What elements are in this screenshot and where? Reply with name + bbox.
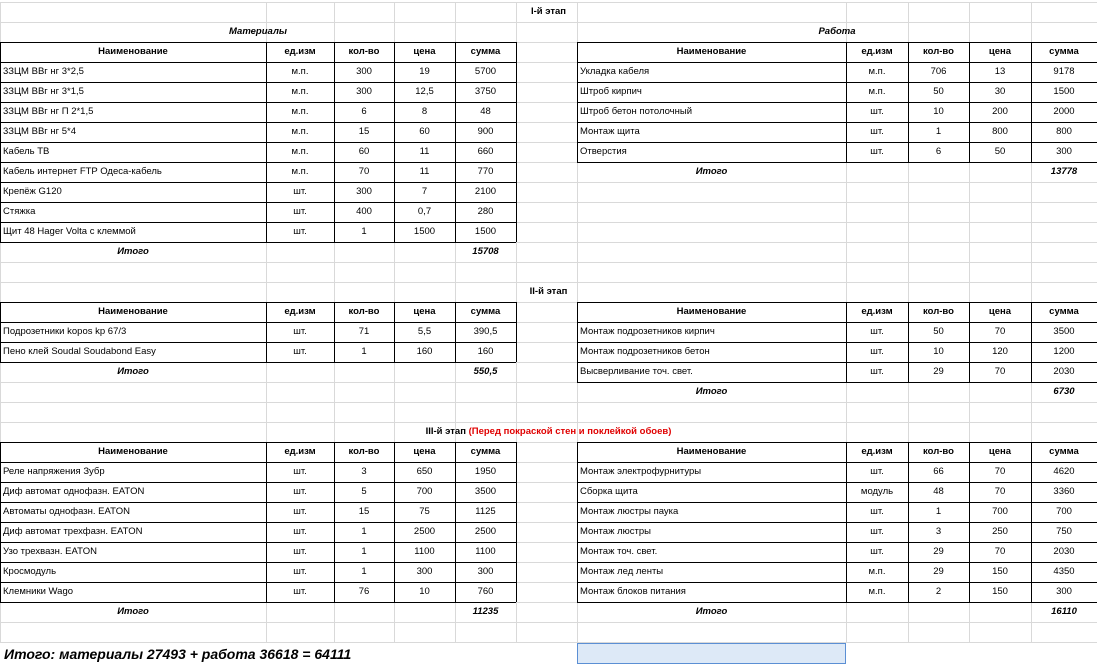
stage2-work-cell: 50 (933, 326, 944, 337)
stage3-title (0, 422, 1097, 442)
stage3-work-cell: Монтаж блоков питания (580, 586, 686, 597)
stage1-materials-cell: 0,7 (417, 206, 432, 217)
stage1-work-cell: 50 (933, 86, 944, 97)
stage1-materials-cell: Стяжка (3, 206, 36, 217)
stage3-materials-cell: 1100 (414, 546, 435, 557)
stage3-materials-cell: Узо трехвазн. EATON (3, 546, 97, 557)
stage2-materials-cell: шт. (293, 326, 307, 337)
stage2-materials-header-2: кол-во (348, 306, 380, 317)
stage1-materials-cell: 48 (480, 106, 491, 117)
stage1-work-cell: 2000 (1053, 106, 1075, 117)
stage1-materials-cell: м.п. (291, 126, 309, 137)
stage1-materials-header-2: кол-во (348, 46, 380, 57)
stage1-materials-cell: 400 (356, 206, 372, 217)
stage1-materials-cell: м.п. (291, 66, 309, 77)
stage3-work-cell: Монтаж электрофурнитуры (580, 466, 702, 477)
stage2-work-header-4: сумма (1049, 306, 1079, 317)
grand-total: Итого: материалы 27493 + работа 36618 = 64111 (4, 646, 352, 662)
stage3-work-cell: 750 (1056, 526, 1072, 537)
stage2-work-cell: 3500 (1053, 326, 1075, 337)
stage3-materials-cell: 3500 (474, 486, 497, 497)
stage1-materials-cell: 11 (419, 146, 430, 157)
grid-line (0, 402, 1097, 403)
stage1-materials-cell: 1500 (413, 226, 436, 237)
stage2-work-header-0: Наименование (676, 306, 747, 317)
stage1-materials-cell: шт. (293, 226, 307, 237)
stage2-work-cell: шт. (870, 346, 884, 357)
stage1-work-cell: 800 (992, 126, 1008, 137)
stage2-work-cell: 70 (994, 326, 1006, 337)
stage1-materials-cell: 300 (356, 86, 372, 97)
stage1-work-cell: 10 (933, 106, 944, 117)
stage3-work-cell: 700 (1056, 506, 1072, 517)
stage2-work-cell: 120 (992, 346, 1008, 357)
stage3-work-cell: шт. (870, 466, 884, 477)
stage1-work-cell: м.п. (868, 86, 886, 97)
stage3-work-header-2: кол-во (923, 446, 954, 457)
stage1-materials-cell: 70 (358, 166, 370, 177)
stage1-work-total-label: Итого (695, 166, 728, 177)
stage3-materials-cell: 300 (477, 566, 494, 577)
stage1-materials-cell: Кабель ТВ (3, 146, 50, 157)
stage2-work-cell: Монтаж подрозетников кирпич (580, 326, 715, 337)
stage1-work-cell: Монтаж щита (580, 126, 640, 137)
stage1-work-cell: шт. (870, 106, 884, 117)
stage1-work-cell: 200 (992, 106, 1008, 117)
stage3-materials-cell: 650 (416, 466, 433, 477)
stage1-materials-cell: 900 (477, 126, 494, 137)
stage1-materials-cell: 300 (356, 186, 372, 197)
stage3-work-cell: 48 (933, 486, 944, 497)
stage3-work-cell: 1 (935, 506, 942, 517)
stage3-work-header-4: сумма (1049, 446, 1079, 457)
stage3-materials-cell: 75 (419, 506, 430, 517)
stage3-materials-cell: 15 (358, 506, 370, 517)
stage3-work-cell: 4620 (1053, 466, 1075, 477)
stage1-materials-cell: Кабель интернет FTP Одеса-кабель (3, 166, 162, 177)
stage1-work-title: Работа (818, 26, 856, 37)
stage2-work-header-2: кол-во (923, 306, 954, 317)
stage1-work-cell: 300 (1056, 146, 1072, 157)
stage2-materials-cell: 390,5 (473, 326, 498, 337)
stage3-materials-cell: 3 (361, 466, 367, 477)
stage3-materials-header-0: Наименование (98, 446, 168, 457)
stage1-work-cell: Отверстия (580, 146, 627, 157)
stage3-materials-cell: 1100 (475, 546, 496, 557)
stage2-materials-cell: 5,5 (417, 326, 432, 337)
stage1-work-cell: 800 (1056, 126, 1072, 137)
stage3-work-total-label: Итого (695, 606, 728, 617)
stage3-materials-cell: шт. (293, 546, 307, 557)
stage1-title: I-й этап (530, 6, 567, 17)
grid-line (0, 622, 1097, 623)
stage3-work-cell: модуль (860, 486, 894, 497)
stage2-materials-border (516, 302, 517, 362)
stage3-work-cell: 70 (994, 466, 1006, 477)
stage3-work-header-3: цена (988, 446, 1012, 457)
stage1-work-cell: Штроб кирпич (580, 86, 642, 97)
stage2-work-cell: шт. (870, 326, 884, 337)
stage2-work-cell: Высверливание точ. свет. (580, 366, 693, 377)
stage1-materials-header-3: цена (413, 46, 436, 57)
stage3-materials-cell: Автоматы однофазн. EATON (3, 506, 130, 517)
stage1-materials-total-label: Итого (117, 246, 149, 257)
stage2-materials-header-3: цена (413, 306, 436, 317)
stage1-materials-cell: 6 (361, 106, 367, 117)
stage1-materials-cell: 3750 (474, 86, 497, 97)
stage2-materials-cell: 160 (477, 346, 494, 357)
stage3-materials-total-value: 11235 (472, 606, 499, 617)
stage3-work-cell: 3360 (1053, 486, 1075, 497)
stage1-work-cell: 1 (935, 126, 942, 137)
stage1-materials-header-0: Наименование (98, 46, 168, 57)
stage1-work-cell: 30 (994, 86, 1006, 97)
stage1-work-cell: 1500 (1053, 86, 1075, 97)
stage2-materials-cell: 1 (361, 346, 367, 357)
stage1-materials-cell: 300 (356, 66, 372, 77)
stage2-materials-cell: Подрозетники kopos kp 67/3 (3, 326, 127, 337)
stage2-materials-cell: Пено клей Soudal Soudabond Easy (3, 346, 156, 357)
stage1-materials-header-4: сумма (470, 46, 501, 57)
stage3-materials-cell: 1 (361, 566, 367, 577)
stage2-work-cell: Монтаж подрозетников бетон (580, 346, 710, 357)
stage2-work-total-value: 6730 (1053, 386, 1075, 397)
stage3-materials-cell: шт. (293, 526, 307, 537)
stage1-materials-cell: 7 (421, 186, 428, 197)
stage1-materials-cell: 8 (421, 106, 428, 117)
stage1-materials-cell: 660 (477, 146, 494, 157)
stage3-materials-cell: 700 (416, 486, 433, 497)
stage1-work-total-value: 13778 (1050, 166, 1078, 177)
stage1-materials-cell: м.п. (291, 86, 309, 97)
stage2-work-cell: шт. (870, 366, 884, 377)
stage3-materials-cell: 76 (358, 586, 370, 597)
stage2-materials-cell: 71 (358, 326, 370, 337)
stage3-materials-total-label: Итого (117, 606, 149, 617)
stage2-materials-total-label: Итого (117, 366, 149, 377)
stage1-materials-cell: 1500 (474, 226, 497, 237)
stage3-materials-cell: Клемники Wago (3, 586, 74, 597)
stage3-materials-header-1: ед.изм (284, 446, 316, 457)
stage3-materials-border (516, 442, 517, 602)
stage3-title-text: III-й этап (425, 426, 469, 437)
stage3-materials-cell: 1125 (475, 506, 496, 517)
stage3-materials-cell: 300 (416, 566, 433, 577)
stage1-work-header-3: цена (988, 46, 1012, 57)
stage1-work-cell: шт. (870, 126, 884, 137)
stage1-materials-cell: 3ЗЦМ ВВг нг 3*2,5 (3, 66, 84, 77)
stage3-materials-cell: шт. (293, 466, 307, 477)
stage1-materials-cell: 3ЗЦМ ВВг нг 3*1,5 (3, 86, 84, 97)
stage1-work-header-4: сумма (1049, 46, 1079, 57)
stage3-work-total-value: 16110 (1051, 606, 1077, 617)
stage3-materials-cell: 760 (477, 586, 494, 597)
stage3-work-cell: 300 (1056, 586, 1072, 597)
stage1-materials-cell: 770 (477, 166, 494, 177)
stage2-title: II-й этап (529, 286, 568, 297)
stage1-work-header-0: Наименование (676, 46, 747, 57)
stage3-materials-cell: 10 (419, 586, 430, 597)
stage1-materials-cell: Крепёж G120 (3, 186, 62, 197)
stage3-materials-cell: Кросмодуль (3, 566, 57, 577)
stage1-materials-cell: 3ЗЦМ ВВг нг П 2*1,5 (3, 106, 94, 117)
stage3-materials-cell: шт. (293, 486, 307, 497)
stage1-work-cell: 9178 (1053, 66, 1075, 77)
stage3-work-cell: Монтаж люстры (580, 526, 651, 537)
stage2-materials-total-value: 550,5 (473, 366, 498, 377)
stage3-work-cell: Сборка щита (580, 486, 638, 497)
stage3-work-cell: 4350 (1053, 566, 1075, 577)
stage1-materials-cell: 12,5 (415, 86, 434, 97)
stage3-materials-cell: 1 (361, 546, 367, 557)
stage2-work-cell: 1200 (1053, 346, 1075, 357)
stage3-note: (Перед покраской стен и поклейкой обоев) (468, 426, 672, 437)
stage3-work-cell: 700 (992, 506, 1008, 517)
stage1-materials-cell: м.п. (291, 166, 309, 177)
stage1-materials-cell: 15 (358, 126, 370, 137)
stage3-work-cell: 29 (933, 566, 944, 577)
stage1-materials-cell: м.п. (291, 106, 309, 117)
stage1-materials-cell: м.п. (291, 146, 309, 157)
stage3-materials-cell: Диф автомат трехфазн. EATON (3, 526, 143, 537)
stage2-materials-header-0: Наименование (98, 306, 168, 317)
stage2-work-header-1: ед.изм (861, 306, 893, 317)
stage3-materials-cell: шт. (293, 586, 307, 597)
stage2-materials-header-1: ед.изм (284, 306, 316, 317)
stage1-materials-cell: 60 (419, 126, 430, 137)
stage3-work-cell: 70 (994, 486, 1006, 497)
stage3-materials-header-2: кол-во (348, 446, 380, 457)
stage1-materials-cell: 2100 (474, 186, 497, 197)
stage3-materials-cell: Реле напряжения Зубр (3, 466, 105, 477)
stage1-materials-border (516, 42, 517, 242)
stage3-work-cell: 70 (994, 546, 1006, 557)
stage2-work-cell: 10 (933, 346, 944, 357)
stage3-work-cell: шт. (870, 526, 884, 537)
stage3-work-cell: м.п. (868, 586, 886, 597)
stage3-work-cell: Монтаж точ. свет. (580, 546, 658, 557)
stage1-materials-cell: 5700 (474, 66, 497, 77)
stage3-work-cell: Монтаж люстры паука (580, 506, 679, 517)
stage1-work-header-2: кол-во (923, 46, 954, 57)
stage1-materials-header-1: ед.изм (284, 46, 316, 57)
stage1-work-cell: Укладка кабеля (580, 66, 650, 77)
stage1-materials-cell: Щит 48 Hager Volta с клеммой (3, 226, 136, 237)
selected-cell[interactable] (577, 643, 846, 664)
stage1-work-cell: м.п. (868, 66, 886, 77)
stage1-materials-cell: 3ЗЦМ ВВг нг 5*4 (3, 126, 76, 137)
stage3-materials-cell: 1950 (474, 466, 497, 477)
stage2-work-cell: 2030 (1053, 366, 1075, 377)
stage1-work-cell: 6 (935, 146, 942, 157)
stage1-work-cell: шт. (870, 146, 884, 157)
stage3-work-header-1: ед.изм (861, 446, 893, 457)
stage2-work-total-label: Итого (695, 386, 728, 397)
stage1-materials-cell: 60 (358, 146, 370, 157)
stage3-work-cell: 29 (933, 546, 944, 557)
stage3-work-cell: шт. (870, 546, 884, 557)
stage1-materials-cell: 19 (419, 66, 430, 77)
stage3-materials-cell: 5 (361, 486, 367, 497)
stage1-work-cell: Штроб бетон потолочный (580, 106, 693, 117)
stage3-materials-header-4: сумма (470, 446, 501, 457)
stage3-work-cell: 2030 (1053, 546, 1075, 557)
stage3-work-cell: м.п. (868, 566, 886, 577)
stage3-materials-cell: шт. (293, 506, 307, 517)
stage1-materials-cell: 280 (477, 206, 494, 217)
stage1-materials-cell: 11 (419, 166, 430, 177)
stage1-materials-total-value: 15708 (472, 246, 499, 257)
stage2-work-cell: 70 (994, 366, 1006, 377)
stage3-materials-cell: шт. (293, 566, 307, 577)
stage1-work-header-1: ед.изм (861, 46, 893, 57)
stage3-work-header-0: Наименование (676, 446, 747, 457)
stage3-work-cell: 250 (992, 526, 1008, 537)
stage1-materials-cell: 1 (361, 226, 367, 237)
stage1-work-cell: 706 (930, 66, 947, 77)
stage3-work-cell: 66 (933, 466, 944, 477)
grid-line (0, 262, 1097, 263)
stage3-work-cell: 2 (935, 586, 942, 597)
stage3-work-cell: 3 (935, 526, 942, 537)
stage1-work-cell: 50 (994, 146, 1006, 157)
stage3-work-cell: 150 (992, 586, 1008, 597)
stage2-materials-header-4: сумма (470, 306, 501, 317)
stage1-materials-cell: шт. (293, 186, 307, 197)
stage2-work-header-3: цена (988, 306, 1012, 317)
stage3-work-cell: 150 (992, 566, 1008, 577)
stage3-materials-cell: 1 (361, 526, 367, 537)
stage3-materials-cell: 2500 (413, 526, 436, 537)
stage3-materials-cell: 2500 (474, 526, 497, 537)
stage2-materials-cell: 160 (416, 346, 433, 357)
stage1-materials-cell: шт. (293, 206, 307, 217)
stage3-work-cell: шт. (870, 506, 884, 517)
stage3-materials-header-3: цена (413, 446, 436, 457)
stage2-materials-cell: шт. (293, 346, 307, 357)
stage3-materials-cell: Диф автомат однофазн. EATON (3, 486, 145, 497)
stage2-work-cell: 29 (933, 366, 944, 377)
stage1-materials-title: Материалы (229, 26, 287, 37)
stage1-work-cell: 13 (994, 66, 1006, 77)
stage3-work-cell: Монтаж лед ленты (580, 566, 664, 577)
